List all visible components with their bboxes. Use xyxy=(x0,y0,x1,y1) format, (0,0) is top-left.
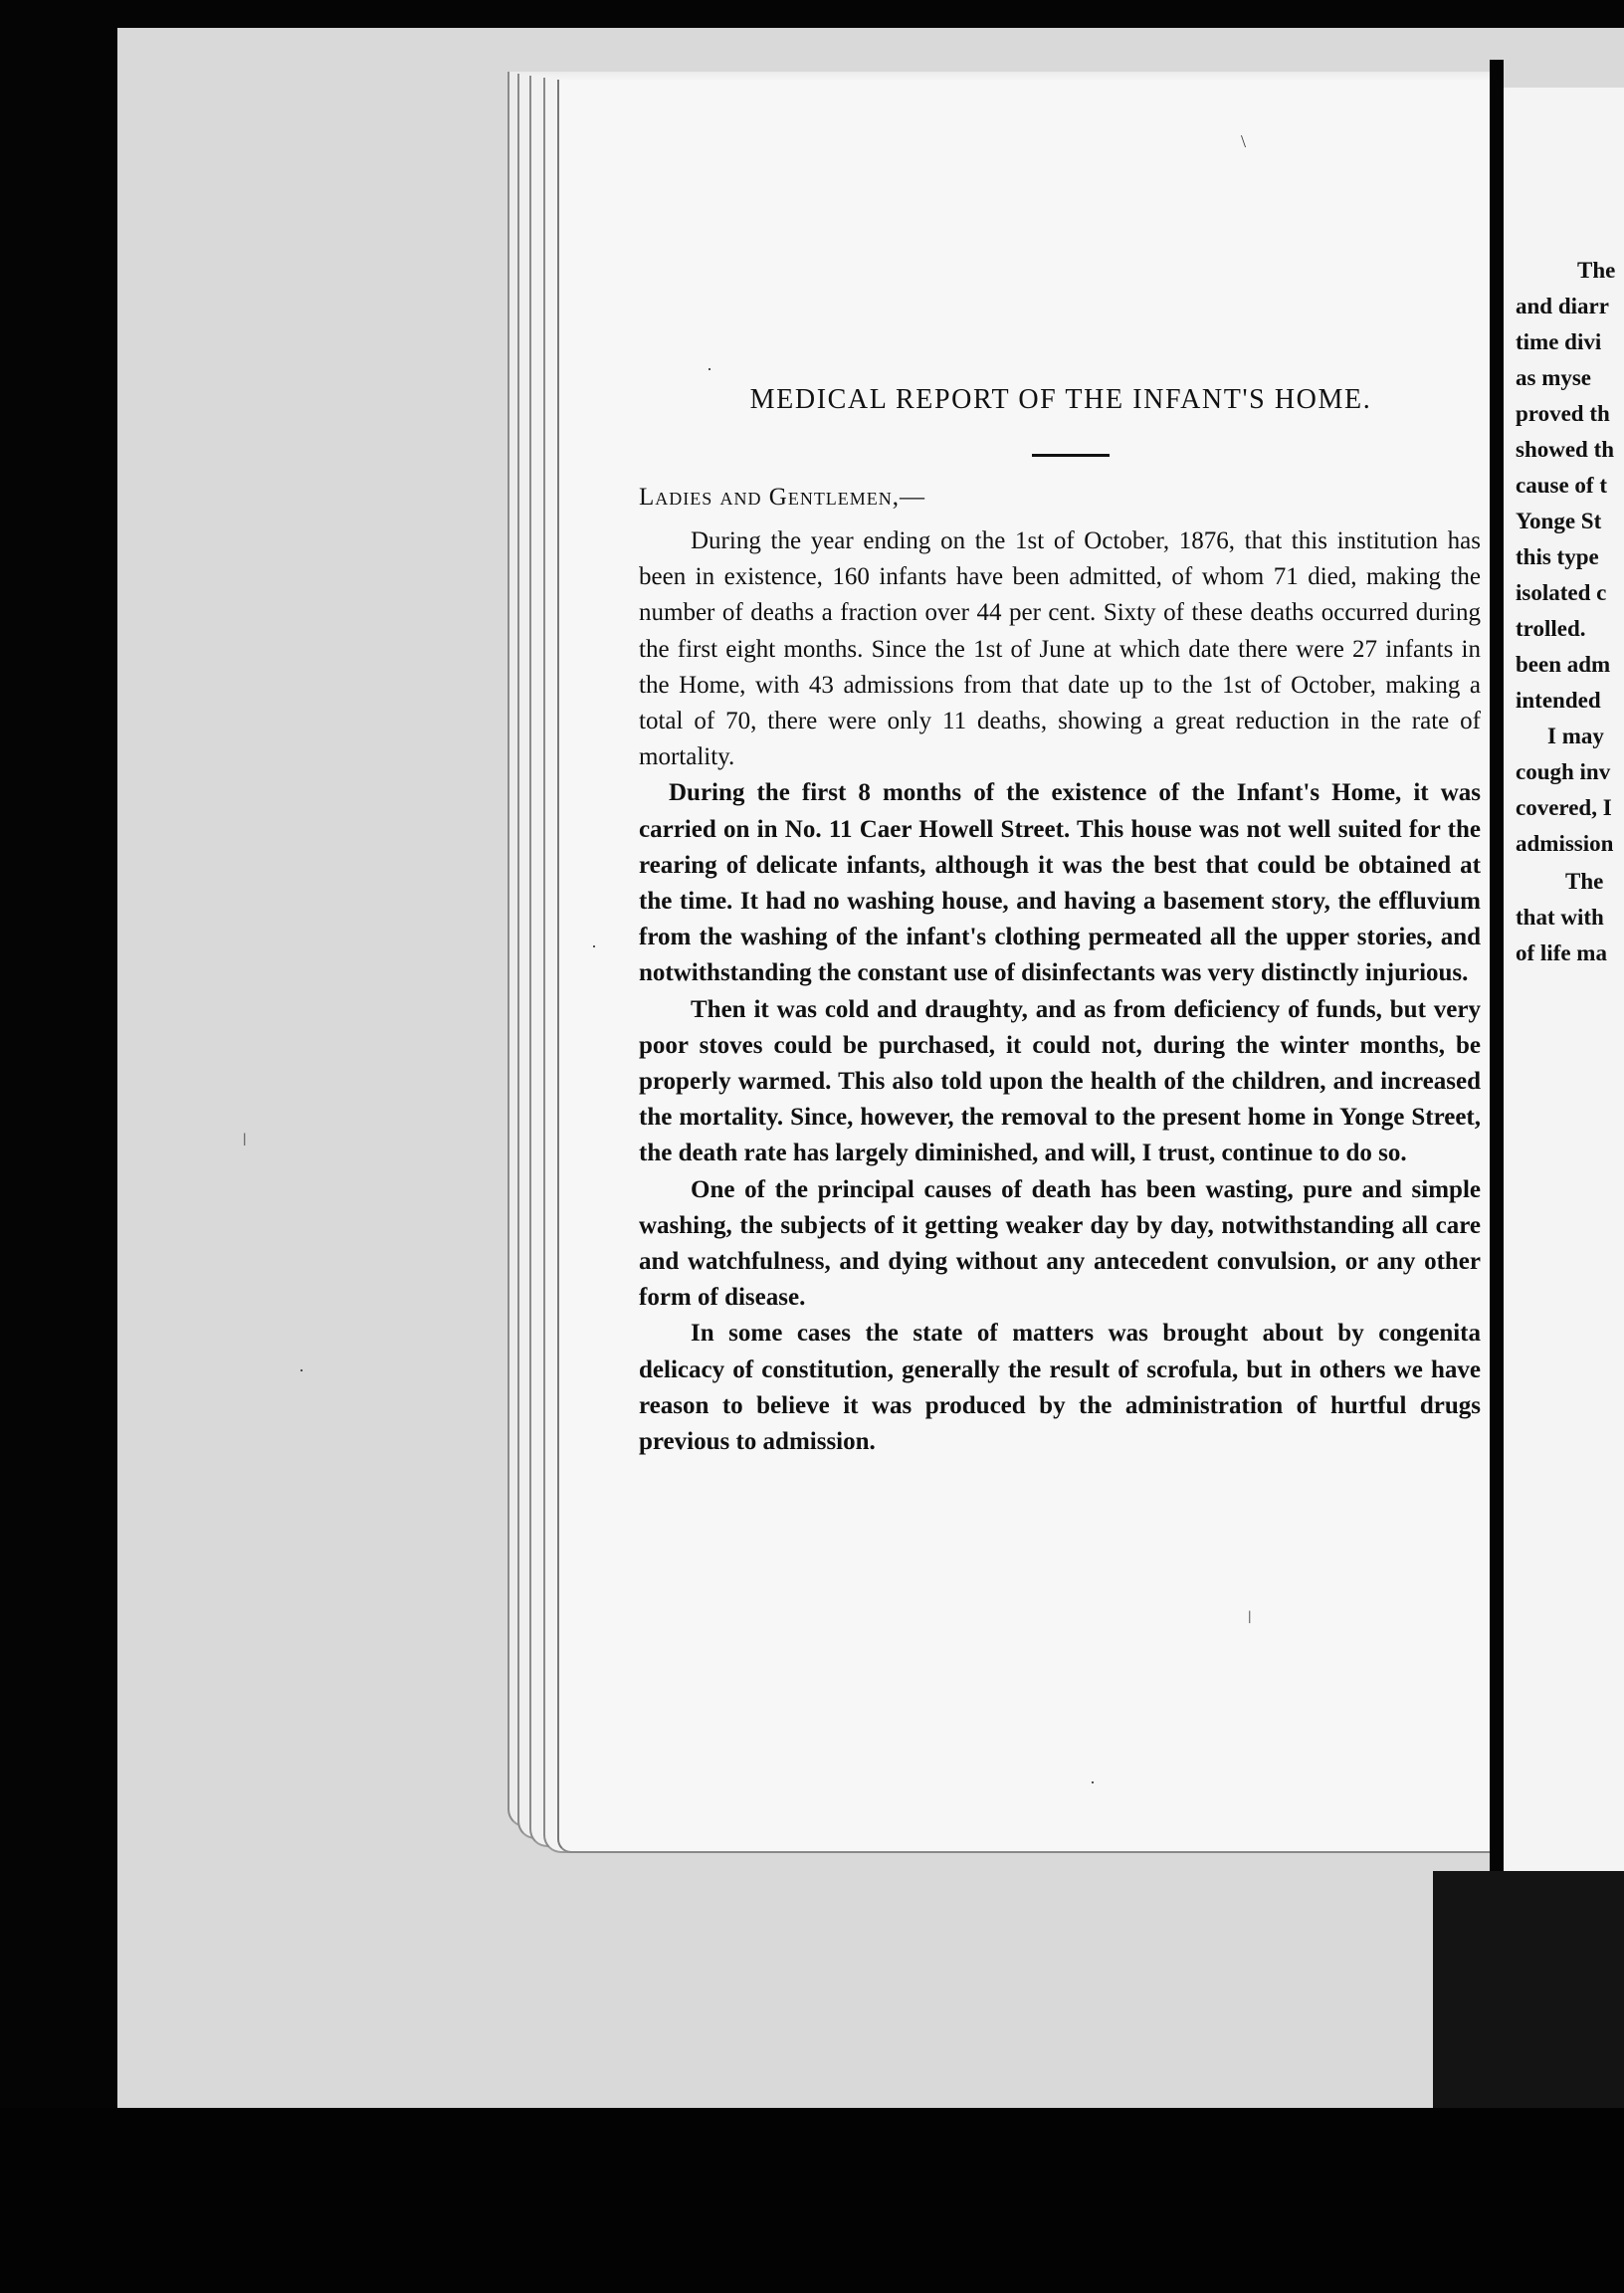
scan-speck: · xyxy=(299,1360,304,1380)
right-page-line: cough inv xyxy=(1516,759,1611,784)
right-page-line: Yonge St xyxy=(1516,509,1602,533)
gutter-divider xyxy=(1490,60,1504,1881)
report-body xyxy=(639,523,1481,1460)
scan-speck: \ xyxy=(1241,131,1247,151)
report-title: MEDICAL REPORT OF THE INFANT'S HOME. xyxy=(749,384,1372,415)
right-page-line: that with xyxy=(1516,905,1604,930)
right-page-line: The xyxy=(1565,869,1604,894)
right-page-line: trolled. xyxy=(1516,616,1586,641)
right-page-line: intended xyxy=(1516,688,1601,713)
scan-speck: · xyxy=(707,359,712,379)
scan-speck: ǀ xyxy=(1248,1607,1252,1627)
right-page-line: and diarr xyxy=(1516,294,1609,318)
right-page-line: as myse xyxy=(1516,365,1592,390)
right-page-line: of life ma xyxy=(1516,940,1607,965)
right-page-line: admission xyxy=(1516,831,1614,856)
right-page-line: cause of t xyxy=(1516,473,1607,498)
paragraph: Then it was cold and draughty, and as from deficiency of funds, but very poor stoves could be purchased, it could not, during the winter months, be properly warmed. This also told upon the health of the children, and increased the mortality. Since, however, the removal to the present home in Yonge Street, the death rate has largely diminished, and will, I trust, continue to do so. xyxy=(639,995,1481,1167)
right-page-line: isolated c xyxy=(1516,580,1607,605)
title-rule xyxy=(1032,454,1110,457)
right-page-line: time divi xyxy=(1516,329,1602,354)
right-page-line: proved th xyxy=(1516,401,1610,426)
right-page xyxy=(1504,88,1624,1889)
right-page-line: covered, I xyxy=(1516,795,1612,820)
right-page-line: The xyxy=(1577,258,1616,283)
paragraph: One of the principal causes of death has been wasting, pure and simple washing, the subjects of it getting weaker day by day, notwithstanding all care and watchfulness, and dying without any antecedent convulsion, or any other form of disease. xyxy=(639,1175,1481,1312)
paragraph: During the year ending on the 1st of October, 1876, that this institution has been in existence, 160 infants have been admitted, of whom 71 died, making the number of deaths a fraction over 44 per cent. Sixty of these deaths occurred during the first eight months. Since the 1st of June at which date there were 27 infants in the Home, with 43 admissions from that date up to the 1st of October, making a total of 70, there were only 11 deaths, showing a great reduction in the rate of mortality. xyxy=(639,527,1481,771)
paragraph: In some cases the state of matters was brought about by congenita delicacy of constitution, generally the result of scrofula, but in others we have reason to believe it was produced by the administration of hurtful drugs previous to admission. xyxy=(639,1320,1481,1456)
right-page-line: I may xyxy=(1547,724,1604,748)
scan-speck: · xyxy=(1090,1772,1096,1792)
right-page-line: showed th xyxy=(1516,437,1615,462)
scan-border-bottom xyxy=(0,2108,1624,2293)
scan-speck: ǀ xyxy=(243,1130,247,1149)
scan-speck: · xyxy=(591,937,597,956)
right-page-line: been adm xyxy=(1516,652,1611,677)
paragraph: During the first 8 months of the existence of the Infant's Home, it was carried on in No. 11 Caer Howell Street. This house was not well suited for the rearing of delicate infants, although it was the best that could be obtained at the time. It had no washing house, and having a basement story, the effluvium from the washing of the infant's clothing permeated all the upper stories, and notwithstanding the constant use of disinfectants was very distinctly injurious. xyxy=(639,779,1481,987)
right-page-line: this type xyxy=(1516,544,1599,569)
scan-shadow xyxy=(1433,1871,1624,2110)
salutation: Ladies and Gentlemen,— xyxy=(639,484,926,511)
